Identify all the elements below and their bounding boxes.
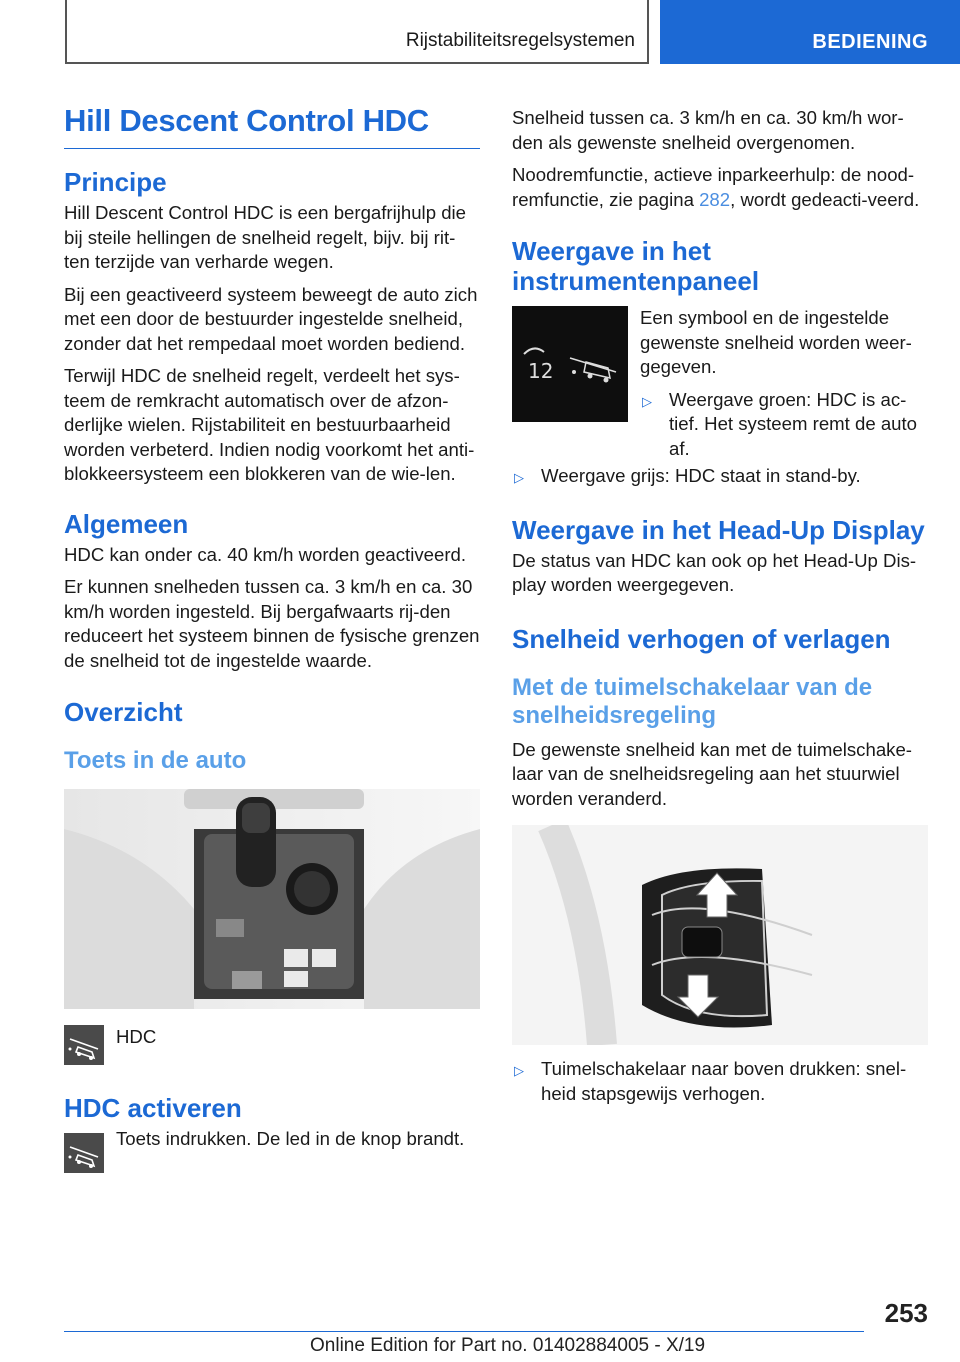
- principe-paragraph-3: Terwijl HDC de snelheid regelt, verdeelt het sys-teem de remkracht automatisch over de afzon-derlijke wielen. Rijstabiliteit en bestuurbaarheid worden verbeterd. Indien nodig voorkomt het anti-blokkeersysteem een blokkeren van de wie-len.: [64, 365, 475, 484]
- bullet-item: [640, 388, 930, 462]
- instrument-text-block: [640, 306, 930, 469]
- hdc-button-photo: [64, 789, 480, 1009]
- left-column: [64, 102, 480, 1177]
- rocker-switch-photo: [512, 825, 928, 1045]
- bullet-triangle-icon: ▷: [514, 1063, 524, 1078]
- page-title: Hill Descent Control HDC: [64, 102, 480, 149]
- activeren-row: [64, 1127, 480, 1169]
- bullet-triangle-icon: ▷: [514, 470, 524, 485]
- instrument-cluster-photo: [512, 306, 628, 422]
- hud-paragraph: De status van HDC kan ook op het Head-Up Dis-play worden weergegeven.: [512, 549, 917, 595]
- page-number: 253: [884, 1298, 928, 1328]
- heading-hdc-activeren: HDC activeren: [64, 1093, 242, 1123]
- page-reference-link[interactable]: 282: [699, 188, 731, 210]
- principe-paragraph-2: Bij een geactiveerd systeem beweegt de auto zich met een door de bestuurder ingestelde snelheid, zonder dat het rempedaal moet worden bediend.: [64, 283, 478, 354]
- right-paragraph-1: Snelheid tussen ca. 3 km/h en ca. 30 km/h wor-den als gewenste snelheid overgenomen.: [512, 107, 904, 153]
- instrument-cluster-block: [512, 306, 928, 459]
- principe-paragraph-1: Hill Descent Control HDC is een bergafrijhulp die bij steile hellingen de snelheid regelt, bijv. bij rit-ten terzijde van verharde wegen.: [64, 202, 467, 272]
- instrument-paragraph: Een symbool en de ingestelde gewenste snelheid worden weer-gegeven.: [640, 307, 912, 377]
- header-chapter-tab: [660, 0, 960, 64]
- bullet-green-text: Weergave groen: HDC is ac-tief. Het systeem remt de auto af.: [669, 388, 918, 459]
- noodrem-text-before: Noodremfunctie, actieve inparkeerhulp: de nood-remfunctie, zie pagina: [512, 164, 915, 210]
- hdc-symbol-label: HDC: [116, 1026, 157, 1047]
- footer-divider: [64, 1331, 864, 1332]
- bullet-item: [512, 464, 928, 489]
- heading-algemeen: Algemeen: [64, 508, 189, 539]
- heading-principe: Principe: [64, 167, 167, 197]
- heading-snelheid: Snelheid verhogen of verlagen: [512, 623, 891, 654]
- heading-instrumentenpaneel: Weergave in het instrumentenpaneel: [512, 236, 760, 296]
- hdc-symbol-row: [64, 1025, 480, 1067]
- noodrem-text-after: , wordt gedeacti-veerd.: [730, 188, 920, 210]
- header-section-title: Rijstabiliteitsregelsystemen: [405, 30, 635, 51]
- hdc-car-downhill-icon: [64, 1025, 104, 1065]
- header-section-tab: [65, 0, 649, 64]
- header-chapter-title: BEDIENING: [812, 31, 928, 53]
- cluster-speed-value: 12: [528, 359, 554, 383]
- algemeen-paragraph-2: Er kunnen snelheden tussen ca. 3 km/h en ca. 30 km/h worden ingesteld. Bij bergafwaarts rij-den reduceert het systeem binnen de fysische grenzen de snelheid tot de ingestelde waarde.: [64, 576, 480, 671]
- footer-edition: Online Edition for Part no. 01402884005 - X/19: [310, 1335, 706, 1356]
- activeren-text: Toets indrukken. De led in de knop brandt.: [116, 1128, 465, 1149]
- hdc-car-downhill-icon: [64, 1133, 104, 1173]
- bullet-increase-text: Tuimelschakelaar naar boven drukken: snel-heid stapsgewijs verhogen.: [541, 1058, 907, 1104]
- bullet-triangle-icon: ▷: [642, 393, 652, 409]
- speed-paragraph: De gewenste snelheid kan met de tuimelschake-laar van de snelheidsregeling aan het stuurwiel worden veranderd.: [512, 738, 912, 809]
- right-paragraph-2: [512, 163, 928, 212]
- subheading-toets: Toets in de auto: [64, 747, 247, 774]
- bullet-item: [512, 1057, 928, 1106]
- right-column: [512, 106, 928, 1114]
- heading-overzicht: Overzicht: [64, 697, 183, 727]
- bullet-grey-text: Weergave grijs: HDC staat in stand-by.: [541, 465, 861, 486]
- algemeen-paragraph-1: HDC kan onder ca. 40 km/h worden geactiveerd.: [64, 543, 467, 565]
- subheading-tuimelschakelaar: Met de tuimelschakelaar van de snelheidsregeling: [512, 673, 873, 729]
- heading-head-up-display: Weergave in het Head-Up Display: [512, 514, 925, 545]
